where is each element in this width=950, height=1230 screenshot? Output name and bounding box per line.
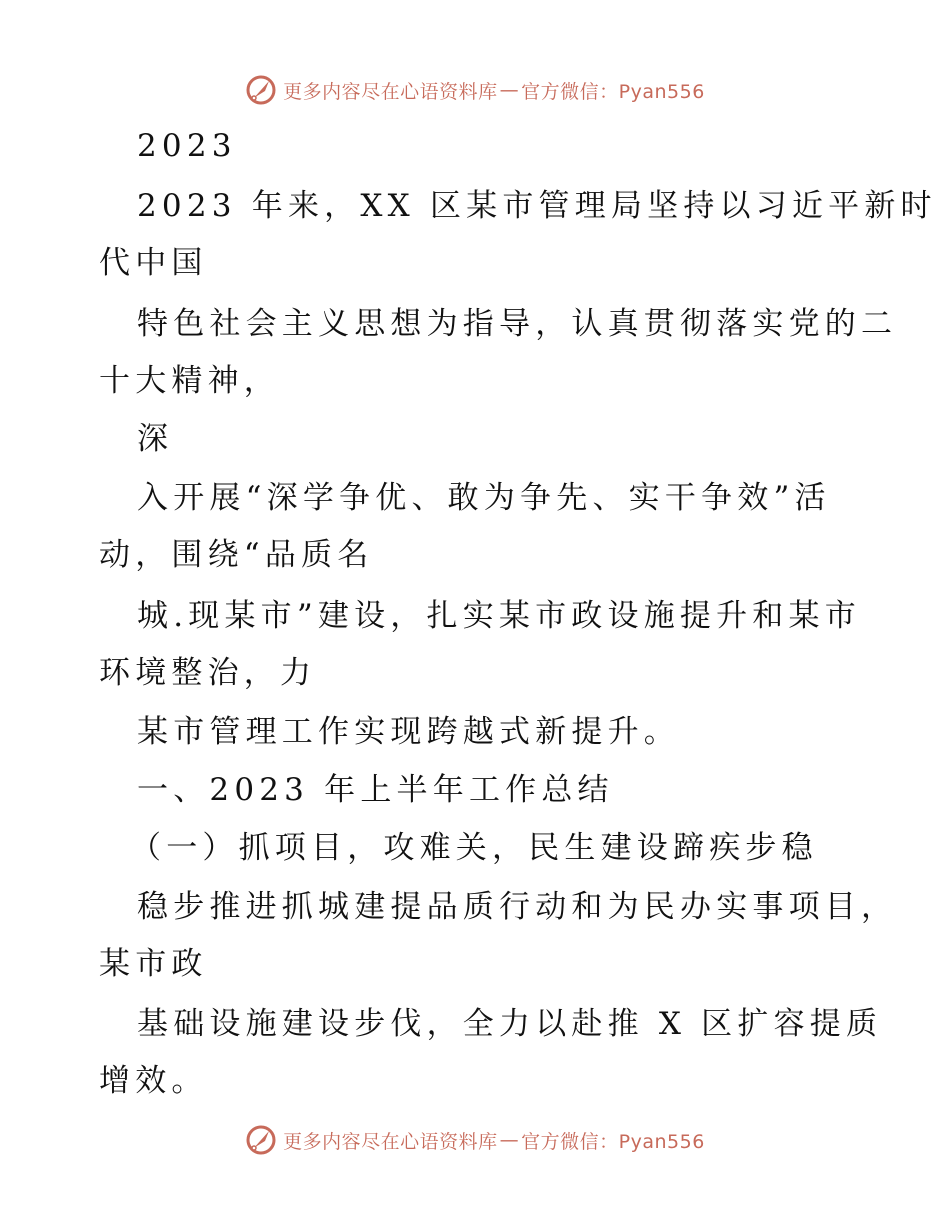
text-line: 环境整治，力 [99,655,317,691]
header-watermark [0,70,950,110]
text-line: 动，围绕“品质名 [99,537,374,573]
text-line: 基础设施建设步伐，全力以赴推 X 区扩容提质 [137,1006,883,1042]
text-line: 十大精神， [99,363,280,399]
watermark-separator: — [499,79,520,101]
text-line: （一）抓项目，攻难关，民生建设蹄疾步稳 [130,830,818,866]
text-line: 某市政 [99,946,208,982]
text-line: 一、2023 年上半年工作总结 [137,772,614,808]
text-line: 2023 [137,128,237,164]
text-line: 特色社会主义思想为指导，认真贯彻落实党的二 [137,306,898,342]
text-line: 深 [137,421,174,457]
watermark-wechat-text: 官方微信：Pyan556 [521,1130,705,1153]
quill-logo-icon [245,74,277,106]
text-line: 稳步推进抓城建提品质行动和为民办实事项目， [137,889,898,925]
text-line: 城.现某市”建设，扎实某市政设施提升和某市 [137,598,861,634]
footer-watermark [0,1120,950,1160]
text-line: 某市管理工作实现跨越式新提升。 [137,714,680,750]
text-line: 增效。 [99,1063,208,1099]
text-line: 入开展“深学争优、敢为争先、实干争效”活 [137,480,831,516]
watermark-main-text: 更多内容尽在心语资料库 [283,1130,498,1153]
text-line: 代中国 [99,245,208,281]
quill-logo-icon [245,1124,277,1156]
watermark-separator: — [499,1129,520,1151]
watermark-main-text: 更多内容尽在心语资料库 [283,80,498,103]
watermark-wechat-text: 官方微信：Pyan556 [521,80,705,103]
text-line: 2023 年来，XX 区某市管理局坚持以习近平新时 [137,188,937,224]
